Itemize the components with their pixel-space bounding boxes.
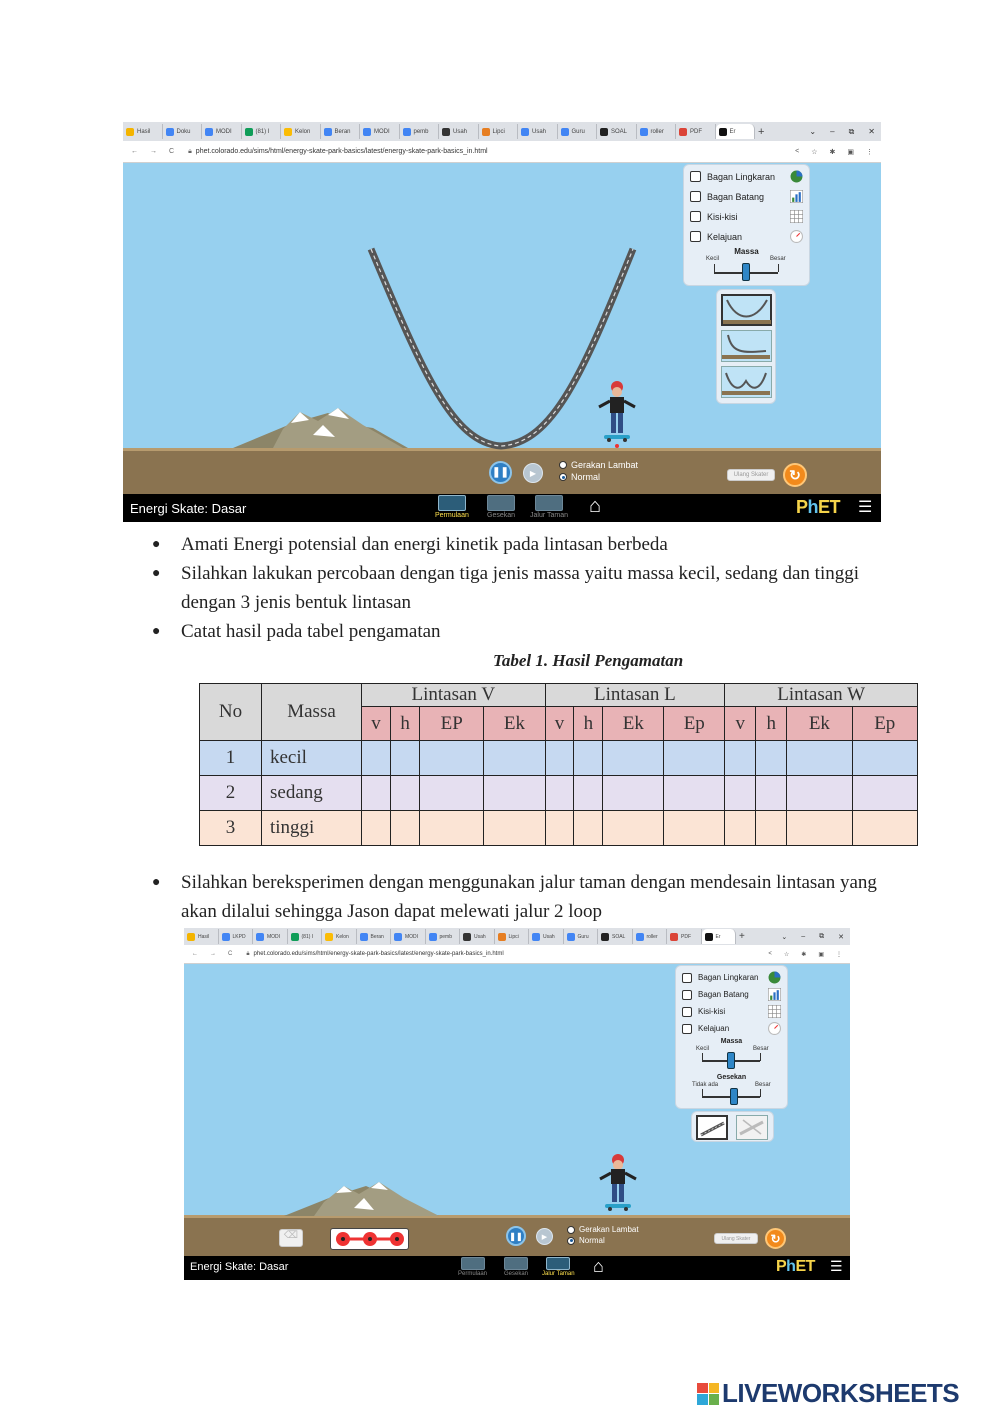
browser-tab[interactable] bbox=[597, 124, 637, 139]
favicon-icon bbox=[498, 933, 506, 941]
group-header-w: Lintasan W bbox=[725, 684, 918, 707]
back-icon[interactable]: ← bbox=[192, 951, 198, 957]
data-cell[interactable] bbox=[852, 811, 917, 846]
browser-tab-label: Er bbox=[715, 933, 721, 940]
track-option-v[interactable] bbox=[721, 294, 772, 326]
data-cell[interactable] bbox=[484, 776, 545, 811]
minimize-icon[interactable]: – bbox=[830, 126, 835, 136]
reset-skater-button[interactable]: Ulang Skater bbox=[714, 1233, 758, 1244]
table-row bbox=[200, 776, 918, 811]
eraser-icon: ⌫ bbox=[283, 1230, 299, 1241]
radio-normal[interactable]: Normal bbox=[567, 1236, 639, 1245]
speed-radio-group bbox=[567, 1225, 639, 1245]
browser-tab[interactable] bbox=[202, 124, 242, 139]
data-cell[interactable] bbox=[391, 741, 420, 776]
pause-button[interactable] bbox=[506, 1226, 526, 1246]
sub-header: EP bbox=[420, 707, 484, 741]
forward-icon[interactable]: → bbox=[210, 951, 216, 957]
track-option-l[interactable] bbox=[721, 330, 772, 362]
data-cell[interactable] bbox=[664, 776, 725, 811]
bullet-dot: ● bbox=[152, 875, 161, 890]
row-mass: tinggi bbox=[262, 811, 362, 846]
friction-max-label: Besar bbox=[755, 1082, 771, 1088]
url-text[interactable]: phet.colorado.edu/sims/html/energy-skate-park-basics/latest/energy-skate-park-basics_in.html bbox=[253, 950, 504, 957]
favicon-icon bbox=[705, 933, 713, 941]
data-cell[interactable] bbox=[787, 776, 852, 811]
home-icon[interactable]: ⌂ bbox=[589, 495, 602, 517]
data-cell[interactable] bbox=[725, 811, 756, 846]
data-cell[interactable] bbox=[362, 776, 391, 811]
favicon-icon bbox=[719, 128, 727, 136]
browser-tab[interactable] bbox=[357, 929, 392, 944]
browser-tab-label: Kelon bbox=[336, 933, 349, 940]
pause-icon: ❚❚ bbox=[492, 467, 509, 478]
radio-normal[interactable]: Normal bbox=[559, 472, 638, 482]
browser-tab[interactable] bbox=[598, 929, 633, 944]
data-cell[interactable] bbox=[362, 741, 391, 776]
sub-header: h bbox=[574, 707, 603, 741]
row-mass: kecil bbox=[262, 741, 362, 776]
extension-icon[interactable]: ✱ bbox=[801, 951, 807, 958]
v-track-icon bbox=[723, 296, 771, 324]
row-no: 2 bbox=[200, 776, 262, 811]
star-icon[interactable]: ☆ bbox=[811, 148, 818, 156]
address-bar[interactable] bbox=[123, 141, 881, 163]
browser-tab-label: Er bbox=[729, 128, 736, 135]
track-tools-panel bbox=[691, 1111, 774, 1142]
browser-tab-label: Usah bbox=[532, 128, 547, 135]
sub-header: Ep bbox=[852, 707, 917, 741]
favicon-icon bbox=[463, 933, 471, 941]
new-tab-button[interactable]: + bbox=[739, 931, 745, 942]
group-header-v: Lintasan V bbox=[362, 684, 546, 707]
browser-tab[interactable] bbox=[400, 124, 440, 139]
favicon-icon bbox=[640, 128, 648, 136]
data-cell[interactable] bbox=[787, 741, 852, 776]
screen-tab-playground[interactable]: Jalur Taman bbox=[542, 1257, 575, 1277]
browser-tab-label: Guru bbox=[571, 128, 585, 135]
intro-screen-icon bbox=[438, 495, 466, 511]
table-caption: Tabel 1. Hasil Pengamatan bbox=[493, 651, 684, 670]
phet-navbar bbox=[123, 494, 881, 522]
row-mass: sedang bbox=[262, 776, 362, 811]
screenshot-energy-skate-park-1 bbox=[123, 122, 881, 522]
browser-tab[interactable] bbox=[667, 929, 702, 944]
browser-tab[interactable] bbox=[163, 124, 203, 139]
favicon-icon bbox=[532, 933, 540, 941]
browser-tab-label: Doku bbox=[176, 128, 191, 135]
favicon-icon bbox=[166, 128, 174, 136]
track-piece-icon bbox=[698, 1117, 728, 1139]
browser-tab[interactable] bbox=[637, 124, 677, 139]
browser-tab[interactable] bbox=[564, 929, 599, 944]
favicon-icon bbox=[567, 933, 575, 941]
bar-chart-icon bbox=[790, 190, 803, 203]
sub-header: Ek bbox=[484, 707, 545, 741]
checkbox-grid[interactable]: Kisi-kisi bbox=[682, 1005, 781, 1018]
browser-tab-label: Beran bbox=[334, 128, 351, 135]
browser-tab[interactable] bbox=[676, 124, 716, 139]
sidepanel-icon[interactable]: ▣ bbox=[847, 148, 854, 156]
close-icon[interactable]: ✕ bbox=[838, 933, 844, 941]
browser-tab[interactable] bbox=[518, 124, 558, 139]
sub-header: v bbox=[545, 707, 574, 741]
extension-icon[interactable]: ✱ bbox=[829, 148, 836, 156]
grid-icon bbox=[768, 1005, 781, 1018]
browser-tab-label: SOAL bbox=[611, 128, 628, 135]
skater-jason[interactable] bbox=[599, 381, 635, 448]
browser-tab-bar bbox=[184, 928, 850, 945]
browser-tab-label: pemb bbox=[439, 933, 453, 940]
browser-tab-label: Usah bbox=[474, 933, 486, 940]
sim-title: Energi Skate: Dasar bbox=[130, 501, 247, 516]
phet-logo[interactable]: PhET bbox=[796, 497, 841, 517]
data-cell[interactable] bbox=[420, 776, 484, 811]
sub-header: Ep bbox=[664, 707, 725, 741]
checkbox-pie-chart[interactable]: Bagan Lingkaran bbox=[690, 170, 803, 183]
playground-screen-icon bbox=[546, 1257, 570, 1270]
sidepanel-icon[interactable]: ▣ bbox=[818, 951, 824, 958]
radio-slow-motion[interactable]: Gerakan Lambat bbox=[559, 460, 638, 470]
browser-tab[interactable] bbox=[242, 124, 282, 139]
screen-tab-friction[interactable]: Gesekan bbox=[487, 495, 515, 519]
col-header-no: No bbox=[200, 684, 262, 741]
favicon-icon bbox=[429, 933, 437, 941]
bullet-dot: ● bbox=[152, 537, 161, 552]
browser-tab-label: Kelon bbox=[295, 128, 311, 135]
screenshot-energy-skate-park-2 bbox=[184, 928, 850, 1280]
favicon-icon bbox=[291, 933, 299, 941]
speedometer-icon bbox=[768, 1022, 781, 1035]
favicon-icon bbox=[442, 128, 450, 136]
browser-tab-label: LKPD bbox=[232, 933, 246, 940]
friction-screen-icon bbox=[504, 1257, 528, 1270]
browser-tab-label: MODI bbox=[216, 128, 232, 135]
row-no: 3 bbox=[200, 811, 262, 846]
screen-tab-playground[interactable]: Jalur Taman bbox=[530, 495, 568, 519]
sub-header: v bbox=[725, 707, 756, 741]
hamburger-menu-icon[interactable]: ☰ bbox=[830, 1258, 843, 1274]
sub-header: Ek bbox=[603, 707, 664, 741]
lock-icon: 🔒︎ bbox=[188, 147, 192, 155]
data-cell[interactable] bbox=[545, 811, 574, 846]
home-icon[interactable]: ⌂ bbox=[593, 1256, 604, 1276]
browser-tab[interactable] bbox=[281, 124, 321, 139]
pause-button[interactable] bbox=[489, 461, 512, 484]
new-tab-button[interactable]: + bbox=[758, 125, 765, 138]
data-cell[interactable] bbox=[787, 811, 852, 846]
restore-icon[interactable]: ⧉ bbox=[848, 126, 855, 136]
bar-chart-icon bbox=[768, 988, 781, 1001]
radio-slow-motion[interactable]: Gerakan Lambat bbox=[567, 1225, 639, 1234]
data-cell[interactable] bbox=[420, 811, 484, 846]
mass-min-label: Kecil bbox=[696, 1046, 710, 1052]
favicon-icon bbox=[126, 128, 134, 136]
browser-tab-label: Usah bbox=[453, 128, 468, 135]
data-cell[interactable] bbox=[391, 811, 420, 846]
star-icon[interactable]: ☆ bbox=[783, 951, 790, 958]
track-piece-option[interactable] bbox=[696, 1115, 728, 1140]
favicon-icon bbox=[245, 128, 253, 136]
favicon-icon bbox=[205, 128, 213, 136]
sub-header: h bbox=[391, 707, 420, 741]
favicon-icon bbox=[187, 933, 195, 941]
browser-tab-label: MODI bbox=[405, 933, 419, 940]
checkbox-bar-chart[interactable]: Bagan Batang bbox=[690, 190, 803, 203]
data-cell[interactable] bbox=[391, 776, 420, 811]
reset-all-button[interactable] bbox=[765, 1228, 786, 1249]
favicon-icon bbox=[360, 933, 368, 941]
control-panel bbox=[675, 965, 788, 1109]
close-icon[interactable]: ✕ bbox=[868, 126, 875, 136]
data-cell[interactable] bbox=[852, 741, 917, 776]
mass-min-label: Kecil bbox=[706, 256, 720, 262]
data-cell[interactable] bbox=[574, 741, 603, 776]
favicon-icon bbox=[394, 933, 402, 941]
data-cell[interactable] bbox=[603, 741, 664, 776]
observation-table bbox=[199, 683, 918, 846]
data-cell[interactable] bbox=[545, 776, 574, 811]
browser-tab-label: MODI bbox=[267, 933, 281, 940]
nav-buttons[interactable] bbox=[184, 951, 232, 957]
track-option-w[interactable] bbox=[721, 366, 772, 398]
menu-kebab-icon[interactable]: ⋮ bbox=[866, 148, 873, 156]
favicon-icon bbox=[636, 933, 644, 941]
data-cell[interactable] bbox=[420, 741, 484, 776]
speed-radio-group bbox=[559, 460, 638, 482]
screen-tab-intro[interactable]: Permulaan bbox=[435, 495, 469, 519]
data-cell[interactable] bbox=[603, 776, 664, 811]
screen-tab-friction[interactable]: Gesekan bbox=[504, 1257, 528, 1277]
grid-icon bbox=[790, 210, 803, 223]
track-selector bbox=[716, 289, 776, 404]
control-points-icon bbox=[331, 1229, 409, 1250]
browser-tab-label: PDF bbox=[681, 933, 691, 940]
data-cell[interactable] bbox=[603, 811, 664, 846]
friction-slider-thumb[interactable] bbox=[730, 1088, 738, 1105]
data-cell[interactable] bbox=[574, 776, 603, 811]
data-cell[interactable] bbox=[664, 811, 725, 846]
intro-screen-icon bbox=[461, 1257, 485, 1270]
step-button[interactable] bbox=[536, 1228, 553, 1245]
reset-icon: ↻ bbox=[789, 466, 801, 483]
skater-jason[interactable] bbox=[600, 1154, 636, 1211]
browser-tab-label: Lipci bbox=[492, 128, 505, 135]
browser-tab-label: Usah bbox=[543, 933, 555, 940]
step-icon: ▶ bbox=[541, 1233, 548, 1241]
clear-track-button[interactable] bbox=[279, 1229, 303, 1247]
favicon-icon bbox=[561, 128, 569, 136]
sub-header: h bbox=[756, 707, 787, 741]
bullet-dot: ● bbox=[152, 566, 161, 581]
browser-tab-label: Hasil bbox=[198, 933, 210, 940]
menu-kebab-icon[interactable]: ⋮ bbox=[836, 951, 842, 958]
favicon-icon bbox=[601, 933, 609, 941]
reset-icon: ↻ bbox=[770, 1231, 781, 1246]
browser-tab[interactable] bbox=[322, 929, 357, 944]
share-icon[interactable]: < bbox=[795, 147, 800, 155]
mass-slider-title: Massa bbox=[720, 1038, 743, 1045]
screen-tab-intro[interactable]: Permulaan bbox=[458, 1257, 487, 1277]
browser-tab[interactable] bbox=[558, 124, 598, 139]
phet-navbar bbox=[184, 1256, 850, 1280]
browser-tab-label: roller bbox=[646, 933, 658, 940]
favicon-icon bbox=[324, 128, 332, 136]
browser-tab-label: Guru bbox=[577, 933, 589, 940]
l-track-icon bbox=[722, 331, 770, 359]
data-cell[interactable] bbox=[545, 741, 574, 776]
checkbox-speed[interactable]: Kelajuan bbox=[682, 1022, 781, 1035]
mass-slider-thumb[interactable] bbox=[742, 263, 750, 281]
browser-tab[interactable] bbox=[633, 929, 668, 944]
favicon-icon bbox=[325, 933, 333, 941]
liveworksheets-logo-icon bbox=[697, 1383, 719, 1405]
browser-tab[interactable] bbox=[479, 124, 519, 139]
reload-icon[interactable]: C bbox=[169, 148, 175, 155]
tab-search-icon[interactable]: ⌄ bbox=[781, 933, 788, 941]
browser-tab-label: Lipci bbox=[508, 933, 519, 940]
favicon-icon bbox=[363, 128, 371, 136]
col-header-mass: Massa bbox=[262, 684, 362, 741]
favicon-icon bbox=[521, 128, 529, 136]
browser-tab[interactable] bbox=[288, 929, 323, 944]
restore-icon[interactable]: ⧉ bbox=[819, 932, 825, 940]
url-text[interactable]: phet.colorado.edu/sims/html/energy-skate-park-basics/latest/energy-skate-park-basics_in.html bbox=[195, 147, 488, 155]
row-no: 1 bbox=[200, 741, 262, 776]
share-icon[interactable]: < bbox=[768, 950, 772, 957]
data-cell[interactable] bbox=[664, 741, 725, 776]
sub-header: Ek bbox=[787, 707, 852, 741]
reset-skater-button[interactable]: Ulang Skater bbox=[727, 469, 775, 481]
window-controls[interactable] bbox=[809, 127, 881, 137]
mass-max-label: Besar bbox=[770, 256, 786, 262]
hamburger-menu-icon[interactable]: ☰ bbox=[858, 499, 873, 516]
step-icon: ▶ bbox=[529, 468, 537, 478]
mass-slider-title: Massa bbox=[734, 247, 759, 256]
browser-tab-label: roller bbox=[650, 128, 664, 135]
eraser-icon bbox=[737, 1116, 767, 1138]
browser-tab[interactable] bbox=[321, 124, 361, 139]
favicon-icon bbox=[403, 128, 411, 136]
browser-tab[interactable] bbox=[219, 929, 254, 944]
group-header-l: Lintasan L bbox=[545, 684, 725, 707]
data-cell[interactable] bbox=[484, 811, 545, 846]
browser-tab[interactable] bbox=[495, 929, 530, 944]
favicon-icon bbox=[482, 128, 490, 136]
friction-screen-icon bbox=[487, 495, 515, 511]
playground-screen-icon bbox=[535, 495, 563, 511]
friction-slider-title: Gesekan bbox=[716, 1074, 747, 1081]
forward-icon[interactable]: → bbox=[150, 148, 157, 155]
data-cell[interactable] bbox=[484, 741, 545, 776]
v-track[interactable] bbox=[371, 249, 633, 446]
pause-icon: ❚❚ bbox=[509, 1231, 523, 1241]
browser-tab-label: pemb bbox=[413, 128, 429, 135]
bullet-dot: ● bbox=[152, 624, 161, 639]
favicon-icon bbox=[222, 933, 230, 941]
w-track-icon bbox=[722, 367, 770, 395]
favicon-icon bbox=[600, 128, 608, 136]
browser-tab[interactable] bbox=[184, 929, 219, 944]
tab-search-icon[interactable]: ⌄ bbox=[809, 126, 817, 136]
data-cell[interactable] bbox=[362, 811, 391, 846]
speedometer-icon bbox=[790, 230, 803, 243]
browser-tab-label: Hasil bbox=[137, 128, 151, 135]
data-cell[interactable] bbox=[756, 811, 787, 846]
mass-max-label: Besar bbox=[753, 1046, 769, 1052]
browser-tab-label: SOAL bbox=[612, 933, 626, 940]
browser-tab-label: MODI bbox=[374, 128, 390, 135]
browser-tab[interactable] bbox=[716, 124, 756, 139]
liveworksheets-brand[interactable] bbox=[697, 1378, 959, 1409]
checkbox-grid[interactable]: Kisi-kisi bbox=[690, 210, 803, 223]
eraser-option[interactable] bbox=[736, 1115, 768, 1140]
browser-tab-bar bbox=[123, 122, 881, 141]
data-cell[interactable] bbox=[574, 811, 603, 846]
browser-tab[interactable] bbox=[439, 124, 479, 139]
browser-tab[interactable] bbox=[529, 929, 564, 944]
lock-icon: 🔒︎ bbox=[246, 950, 250, 957]
back-icon[interactable]: ← bbox=[131, 148, 138, 155]
data-cell[interactable] bbox=[852, 776, 917, 811]
pie-chart-icon bbox=[768, 971, 781, 984]
favicon-icon bbox=[670, 933, 678, 941]
data-cell[interactable] bbox=[756, 741, 787, 776]
favicon-icon bbox=[256, 933, 264, 941]
step-button[interactable] bbox=[523, 463, 543, 483]
browser-tab-label: Beran bbox=[370, 933, 384, 940]
reset-all-button[interactable] bbox=[783, 463, 807, 487]
pie-chart-icon bbox=[790, 170, 803, 183]
liveworksheets-wordmark: LIVEWORKSHEETS bbox=[722, 1378, 960, 1408]
browser-tab-label: (81) I bbox=[255, 128, 270, 135]
mass-slider-thumb[interactable] bbox=[727, 1052, 735, 1069]
window-controls[interactable] bbox=[781, 933, 850, 941]
minimize-icon[interactable]: – bbox=[801, 932, 806, 940]
browser-tab[interactable] bbox=[123, 124, 163, 139]
address-bar[interactable] bbox=[184, 945, 850, 964]
phet-logo[interactable]: PhET bbox=[776, 1258, 815, 1275]
browser-tab[interactable] bbox=[360, 124, 400, 139]
checkbox-pie-chart[interactable]: Bagan Lingkaran bbox=[682, 971, 781, 984]
nav-buttons[interactable] bbox=[123, 148, 174, 155]
data-cell[interactable] bbox=[725, 741, 756, 776]
sub-header: v bbox=[362, 707, 391, 741]
control-panel bbox=[683, 164, 810, 286]
table-row bbox=[200, 811, 918, 846]
reload-icon[interactable]: C bbox=[228, 951, 233, 957]
browser-tab-label: (81) I bbox=[301, 933, 314, 940]
browser-tab[interactable] bbox=[253, 929, 288, 944]
checkbox-speed[interactable]: Kelajuan bbox=[690, 230, 803, 243]
browser-tab[interactable] bbox=[391, 929, 426, 944]
data-cell[interactable] bbox=[756, 776, 787, 811]
browser-tab[interactable] bbox=[460, 929, 495, 944]
browser-tab[interactable] bbox=[426, 929, 461, 944]
sim-title: Energi Skate: Dasar bbox=[190, 1261, 289, 1273]
favicon-icon bbox=[284, 128, 292, 136]
checkbox-bar-chart[interactable]: Bagan Batang bbox=[682, 988, 781, 1001]
data-cell[interactable] bbox=[725, 776, 756, 811]
favicon-icon bbox=[679, 128, 687, 136]
table-row bbox=[200, 741, 918, 776]
browser-tab-label: PDF bbox=[690, 128, 702, 135]
friction-min-label: Tidak ada bbox=[692, 1082, 719, 1088]
browser-tab[interactable] bbox=[702, 929, 737, 944]
track-piece-toolbox[interactable] bbox=[330, 1228, 409, 1250]
